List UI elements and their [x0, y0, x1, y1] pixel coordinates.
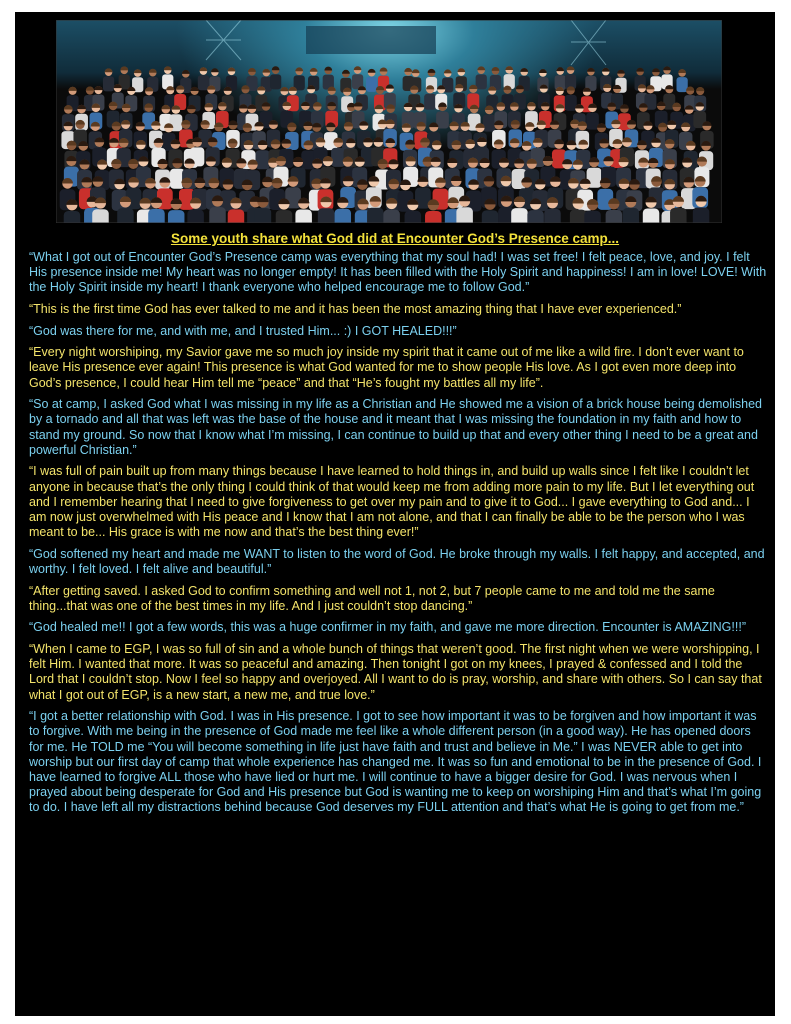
- testimonial-quote: “I was full of pain built up from many things because I have learned to hold things in, and build up walls since I felt like I couldn’t let anyone in because that’s the only thing I could think of that would keep me from adding more pain to my life. But I let everything out and I remember hearing that I need to give forgiveness to get over my pain and to give it to God... I gave everything to God and... I am now just overwhelmed with His peace and I know that I am not alone, and that I can finally be able to be the person who I was meant to be... His grace is with me now and that’s the best thing ever!”: [29, 464, 755, 540]
- testimonial-quote: “What I got out of Encounter God’s Presence camp was everything that my soul had! I was set free! I felt peace, love, and joy. I felt His presence inside me! My heart was no longer empty! It has been filled with the Holy Spirit and happiness! I am in love! LOVE! With the Holy Spirit inside my heart! I thank everyone who helped encourage me to follow God.”: [29, 250, 767, 295]
- testimonial-quote: “God softened my heart and made me WANT to listen to the word of God. He broke through my walls. I felt happy, and accepted, and worthy. I felt loved. I felt alive and beautiful.”: [29, 546, 765, 576]
- page-headline: Some youth share what God did at Encounter God’s Presence camp...: [170, 231, 620, 246]
- testimonial-quote: “When I came to EGP, I was so full of sin and a whole bunch of things that weren’t good. The first night when we were worshipping, I felt Him. I wanted that more. It was so peaceful and amazing. Then tonight I got on my knees, I prayed & confessed and I told the Lord that I couldn’t stop. Now I feel so happy and overjoyed. All I want to do is pray, worship, and share with others. So I can say that what I got out of EGP, is a new start, a new me, and true love.”: [29, 641, 762, 702]
- testimonial-quote: “God healed me!! I got a few words, this was a huge confirmer in my faith, and gave me more direction. Encounter is AMAZING!!!”: [29, 620, 746, 635]
- testimonial-list: [29, 250, 767, 822]
- group-photo: [56, 20, 722, 223]
- testimonial-quote: “So at camp, I asked God what I was missing in my life as a Christian and He showed me a vision of a brick house being demolished by a tornado and all that was left was the base of the house and it meant that I was missing the foundation in my faith and how to stand my ground. So now that I know what I’m missing, I can continue to build up that and every other thing I need to be a great and powerful Christian.”: [29, 397, 762, 457]
- crowd-figures: [60, 66, 714, 223]
- testimonial-quote: “Every night worshiping, my Savior gave me so much joy inside my spirit that it came out of me like a wild fire. I don’t ever want to leave His presence ever again! This presence is what God wanted for me to show people His love. As I got even more deep into God’s presence, I could hear Him tell me “peace” and that “He’s fought my battles all my life”.: [29, 345, 744, 390]
- newsletter-page: [15, 12, 775, 1016]
- testimonial-quote: “God was there for me, and with me, and I trusted Him... :) I GOT HEALED!!!”: [29, 323, 457, 338]
- testimonial-quote: “This is the first time God has ever talked to me and it has been the most amazing thing that I have ever experienced.”: [29, 302, 682, 316]
- group-photo-illustration: [56, 20, 722, 223]
- testimonial-quote: “After getting saved. I asked God to confirm something and well not 1, not 2, but 7 people came to me and told me the same thing...that was one of the best times in my life. And I just couldn’t stop dancing.”: [29, 583, 715, 613]
- testimonial-quote: “I got a better relationship with God. I was in His presence. I got to see how important it was to be forgiven and how important it was to forgive. With me being in the presence of God made me feel like a whole different person (in a good way). He has opened doors for me. He TOLD me “You will become something in life just have faith and trust and believe in Me.” I was NEVER able to get into worship but our first day of camp that whole experience has changed me. It was so fun and emotional to be in the presence of God. I have learned to forgive ALL those who have lied or hurt me. I will continue to have a bigger desire for God. I was nervous when I prayed about being desperate for God and His presence but God is wanting me to keep on worshiping Him and that’s what I’m going to do. I have left all my distractions behind because God deserves my FULL attention and that’s what He is going to get from me.”: [29, 709, 762, 815]
